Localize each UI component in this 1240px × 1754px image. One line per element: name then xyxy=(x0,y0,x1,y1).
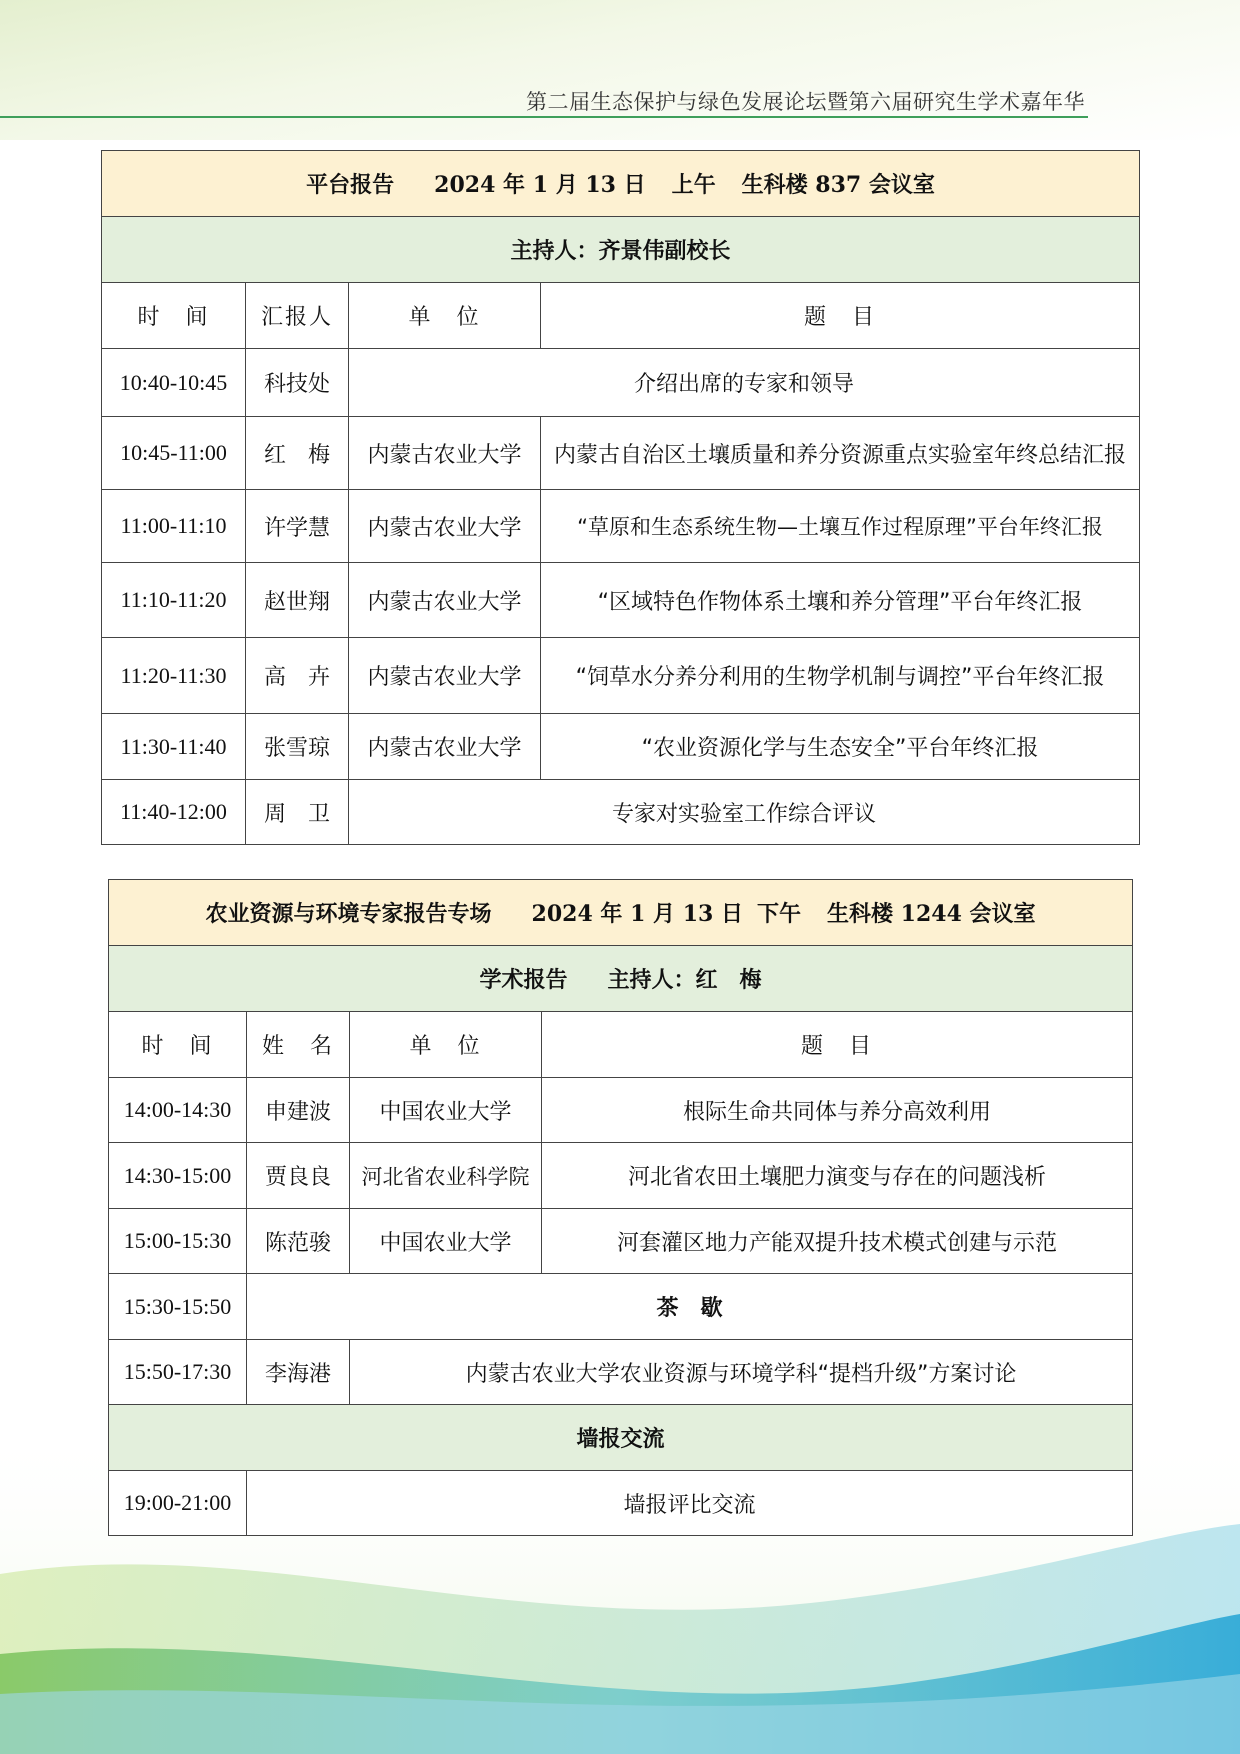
row-presenter: 申建波 xyxy=(247,1078,350,1143)
row-presenter: 红 梅 xyxy=(246,417,349,490)
table-row xyxy=(109,1143,1133,1209)
column-header-topic: 题 目 xyxy=(541,283,1140,349)
row-topic: 专家对实验室工作综合评议 xyxy=(349,780,1140,845)
row-time: 15:30-15:50 xyxy=(109,1274,247,1340)
row-time: 11:00-11:10 xyxy=(102,490,246,563)
column-header-row xyxy=(109,1012,1133,1078)
column-header-unit: 单 位 xyxy=(349,283,541,349)
row-topic: “草原和生态系统生物—土壤互作过程原理”平台年终汇报 xyxy=(541,490,1140,563)
row-topic: 河套灌区地力产能双提升技术模式创建与示范 xyxy=(542,1209,1133,1274)
row-time: 11:40-12:00 xyxy=(102,780,246,845)
row-time: 11:10-11:20 xyxy=(102,563,246,638)
discussion-row xyxy=(109,1340,1133,1405)
host-row xyxy=(102,217,1140,283)
host-name: 主持人：红 梅 xyxy=(607,968,762,993)
row-topic: 介绍出席的专家和领导 xyxy=(349,349,1140,417)
row-presenter: 贾良良 xyxy=(247,1143,350,1209)
row-topic: 墙报评比交流 xyxy=(247,1471,1133,1536)
row-presenter: 李海港 xyxy=(247,1340,350,1405)
title-date: 2024 年 1 月 13 日 xyxy=(434,172,646,198)
host-label xyxy=(109,946,1133,1012)
row-unit: 内蒙古农业大学 xyxy=(349,714,541,780)
poster-row xyxy=(109,1471,1133,1536)
row-unit: 内蒙古农业大学 xyxy=(349,490,541,563)
title-room: 生科楼 837 会议室 xyxy=(741,172,935,198)
poster-section-title: 墙报交流 xyxy=(109,1405,1133,1471)
row-topic: 内蒙古农业大学农业资源与环境学科“提档升级”方案讨论 xyxy=(350,1340,1133,1405)
row-presenter: 赵世翔 xyxy=(246,563,349,638)
top-background xyxy=(0,0,1240,140)
host-label: 主持人：齐景伟副校长 xyxy=(102,217,1140,283)
row-topic: 河北省农田土壤肥力演变与存在的问题浅析 xyxy=(542,1143,1133,1209)
table-row xyxy=(102,490,1140,563)
table-row xyxy=(102,563,1140,638)
row-presenter: 周 卫 xyxy=(246,780,349,845)
title-session: 农业资源与环境专家报告专场 xyxy=(205,901,492,927)
row-unit: 中国农业大学 xyxy=(350,1078,542,1143)
row-time: 10:45-11:00 xyxy=(102,417,246,490)
expert-report-table xyxy=(108,879,1133,1536)
table-row xyxy=(109,1209,1133,1274)
row-time: 14:00-14:30 xyxy=(109,1078,247,1143)
tea-break-label: 茶 歇 xyxy=(247,1274,1133,1340)
row-unit: 中国农业大学 xyxy=(350,1209,542,1274)
academic-report-label: 学术报告 xyxy=(479,968,568,993)
table-title-row xyxy=(102,151,1140,217)
table-row xyxy=(102,714,1140,780)
row-presenter: 高 卉 xyxy=(246,638,349,714)
column-header-time: 时 间 xyxy=(109,1012,247,1078)
column-header-topic: 题 目 xyxy=(542,1012,1133,1078)
row-unit: 河北省农业科学院 xyxy=(350,1143,542,1209)
table-row xyxy=(102,417,1140,490)
table-title xyxy=(102,151,1140,217)
row-topic: “饲草水分养分利用的生物学机制与调控”平台年终汇报 xyxy=(541,638,1140,714)
row-time: 11:30-11:40 xyxy=(102,714,246,780)
row-unit: 内蒙古农业大学 xyxy=(349,638,541,714)
table-row xyxy=(109,1078,1133,1143)
table-title-row xyxy=(109,880,1133,946)
row-presenter: 科技处 xyxy=(246,349,349,417)
title-session: 平台报告 xyxy=(306,172,395,198)
table-row xyxy=(102,638,1140,714)
table-row xyxy=(102,780,1140,845)
column-header-name: 姓 名 xyxy=(247,1012,350,1078)
row-topic: 根际生命共同体与养分高效利用 xyxy=(542,1078,1133,1143)
document-header-title: 第二届生态保护与绿色发展论坛暨第六届研究生学术嘉年华 xyxy=(526,90,1085,114)
row-topic: 内蒙古自治区土壤质量和养分资源重点实验室年终总结汇报 xyxy=(541,417,1140,490)
table-title xyxy=(109,880,1133,946)
column-header-row xyxy=(102,283,1140,349)
row-topic: “农业资源化学与生态安全”平台年终汇报 xyxy=(541,714,1140,780)
row-presenter: 陈范骏 xyxy=(247,1209,350,1274)
column-header-unit: 单 位 xyxy=(350,1012,542,1078)
row-time: 15:00-15:30 xyxy=(109,1209,247,1274)
row-presenter: 许学慧 xyxy=(246,490,349,563)
row-unit: 内蒙古农业大学 xyxy=(349,417,541,490)
title-period: 上午 xyxy=(671,172,716,198)
host-row xyxy=(109,946,1133,1012)
row-time: 19:00-21:00 xyxy=(109,1471,247,1536)
row-unit: 内蒙古农业大学 xyxy=(349,563,541,638)
column-header-presenter: 汇报人 xyxy=(246,283,349,349)
row-topic: “区域特色作物体系土壤和养分管理”平台年终汇报 xyxy=(541,563,1140,638)
header-divider xyxy=(0,116,1088,118)
row-time: 11:20-11:30 xyxy=(102,638,246,714)
title-period: 下午 xyxy=(756,901,801,927)
column-header-time: 时 间 xyxy=(102,283,246,349)
platform-report-table xyxy=(101,150,1140,845)
row-time: 15:50-17:30 xyxy=(109,1340,247,1405)
row-time: 14:30-15:00 xyxy=(109,1143,247,1209)
tea-break-row xyxy=(109,1274,1133,1340)
poster-section-row xyxy=(109,1405,1133,1471)
title-date: 2024 年 1 月 13 日 xyxy=(531,901,743,927)
table-row xyxy=(102,349,1140,417)
title-room: 生科楼 1244 会议室 xyxy=(826,901,1036,927)
row-presenter: 张雪琼 xyxy=(246,714,349,780)
row-time: 10:40-10:45 xyxy=(102,349,246,417)
